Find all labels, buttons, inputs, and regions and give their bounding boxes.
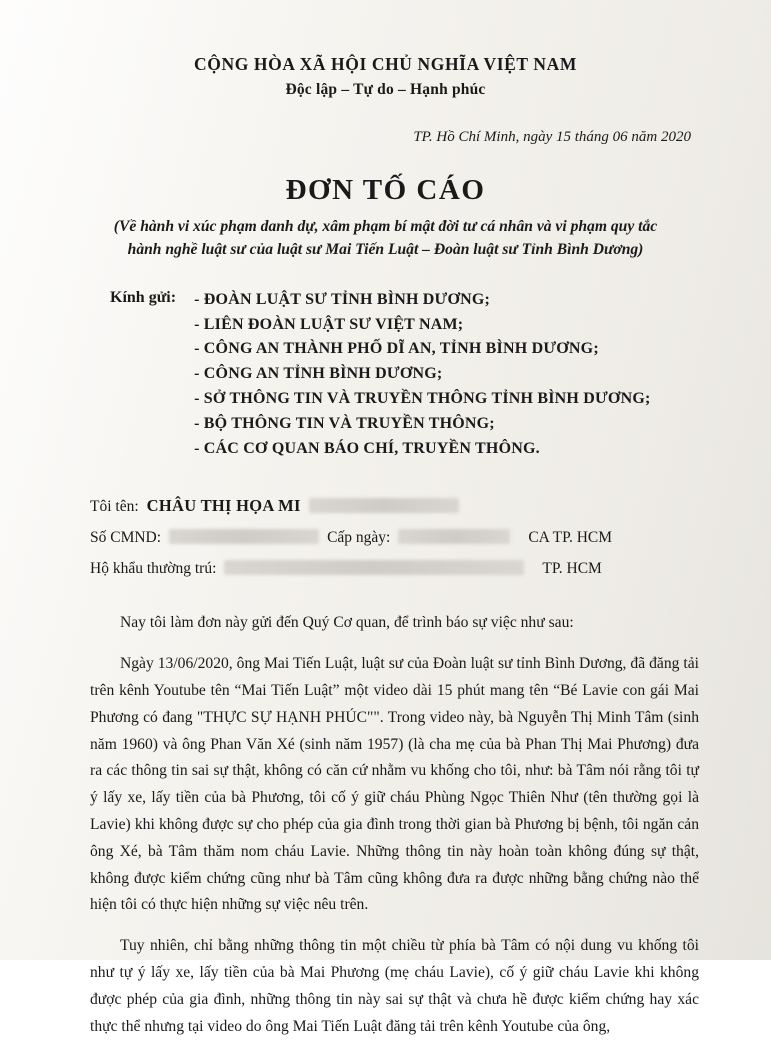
national-motto: Độc lập – Tự do – Hạnh phúc: [285, 81, 486, 98]
recipient-item: - CÔNG AN THÀNH PHỐ DĨ AN, TỈNH BÌNH DƯƠNG;: [194, 340, 599, 358]
document-subtitle-line-2: hành nghề luật sư của luật sư Mai Tiến Luật – Đoàn luật sư Tỉnh Bình Dương): [127, 241, 644, 259]
redacted-block: [224, 560, 524, 575]
recipient-item: - BỘ THÔNG TIN VÀ TRUYỀN THÔNG;: [194, 414, 495, 432]
residence-tail: TP. HCM: [542, 560, 602, 578]
field-row-name: [90, 489, 727, 522]
paragraph: Ngày 13/06/2020, ông Mai Tiến Luật, luật sư của Đoàn luật sư tỉnh Bình Dương, đã đăng tải trên kênh Youtube tên “Mai Tiến Luật” một video dài 15 phút mang tên “Bé Lavie con gái Mai Phương có đang "THỰC SỰ HẠNH PHÚC"". Trong video này, bà Nguyễn Thị Minh Tâm (sinh năm 1960) và ông Phan Văn Xé (sinh năm 1957) (là cha mẹ của bà Phan Thị Mai Phương) đưa ra các thông tin sai sự thật, không có căn cứ nhằm vu khống cho tôi, như: bà Tâm nói rằng tôi tự ý lấy xe, lấy tiền của bà Phương, tôi cố ý giữ cháu Phùng Ngọc Thiên Như (tên thường gọi là Lavie) khi không được sự cho phép của gia đình trong thời gian bà Phương bị bệnh, tôi ngăn cản ông Xé, bà Tâm thăm nom cháu Lavie. Những thông tin này hoàn toàn không đúng sự thật, không được kiểm chứng cũng như bà Tâm cũng không đưa ra được những bằng chứng nào thể hiện tôi có thực hiện những sự việc nêu trên.: [90, 655, 699, 914]
id-label: Số CMND:: [90, 529, 162, 547]
recipient-item: - CÁC CƠ QUAN BÁO CHÍ, TRUYỀN THÔNG.: [194, 439, 540, 457]
recipient-item: - CÔNG AN TỈNH BÌNH DƯƠNG;: [194, 365, 443, 383]
redacted-block: [169, 529, 319, 544]
paragraph: Nay tôi làm đơn này gửi đến Quý Cơ quan, để trình báo sự việc như sau:: [120, 614, 574, 632]
issue-date-label: Cấp ngày:: [327, 529, 391, 547]
issue-place: CA TP. HCM: [528, 529, 613, 547]
paragraph: Tuy nhiên, chỉ bằng những thông tin một chiều từ phía bà Tâm có nội dung vu khống tôi như tự ý lấy xe, lấy tiền của bà Mai Phương (mẹ cháu Lavie), cố ý giữ cháu Lavie khi không được phép của gia đình, những thông tin này sai sự thật và chưa hề được kiểm chứng hay xác thực thể nhưng tại video do ông Mai Tiến Luật đăng tải trên kênh Youtube của ông,: [90, 937, 699, 1035]
recipient-item: - SỞ THÔNG TIN VÀ TRUYỀN THÔNG TỈNH BÌNH DƯƠNG;: [194, 389, 651, 407]
name-label: Tôi tên:: [90, 498, 139, 516]
redacted-block: [309, 498, 459, 513]
field-row-id: [90, 522, 727, 553]
recipients-label: Kính gửi:: [110, 288, 177, 306]
name-value: CHÂU THỊ HỌA MI: [146, 496, 301, 516]
recipients-list: [194, 288, 650, 462]
document-body: [44, 610, 727, 1040]
place-and-date: TP. Hồ Chí Minh, ngày 15 tháng 06 năm 2020: [413, 129, 691, 145]
declarant-fields: [44, 489, 727, 584]
recipient-item: - LIÊN ĐOÀN LUẬT SƯ VIỆT NAM;: [194, 315, 464, 333]
field-row-residence: [90, 553, 727, 584]
document-subtitle-line-1: (Về hành vi xúc phạm danh dự, xâm phạm bí mật đời tư cá nhân và vi phạm quy tắc: [113, 218, 658, 235]
national-title: CỘNG HÒA XÃ HỘI CHỦ NGHĨA VIỆT NAM: [194, 54, 577, 74]
recipient-item: - ĐOÀN LUẬT SƯ TỈNH BÌNH DƯƠNG;: [194, 290, 491, 308]
residence-label: Hộ khẩu thường trú:: [90, 560, 217, 578]
recipients-block: [44, 288, 727, 462]
document-subtitle: [44, 215, 727, 262]
redacted-block: [398, 529, 510, 544]
document-title: ĐƠN TỐ CÁO: [285, 174, 486, 206]
